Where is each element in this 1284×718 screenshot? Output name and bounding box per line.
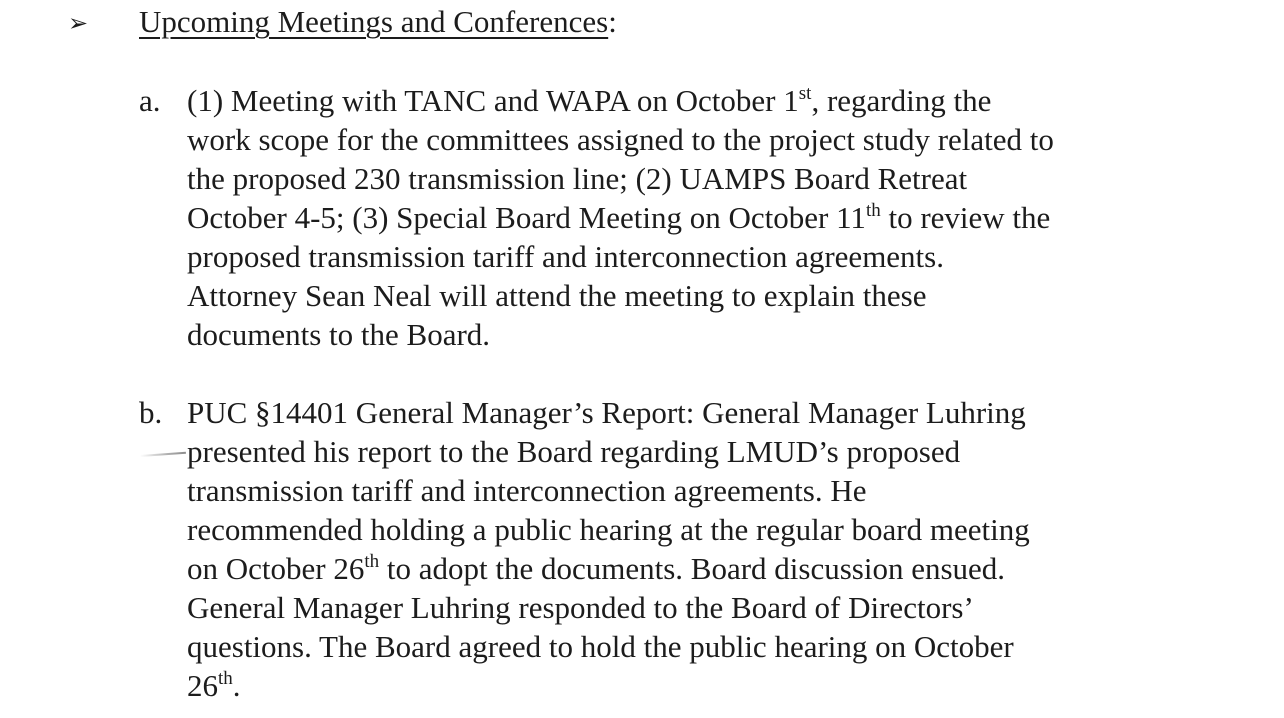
- text-line: PUC §14401 General Manager’s Report: General Manager Luhring: [187, 395, 1026, 430]
- ordinal-suffix: th: [218, 668, 233, 689]
- text-run: October 4-5; (3) Special Board Meeting on October 11: [187, 200, 866, 235]
- text-run: .: [232, 668, 241, 703]
- text-run: , regarding the: [811, 83, 992, 118]
- text-line: [187, 81, 1267, 120]
- section-heading: [0, 2, 1284, 46]
- text-run: to adopt the documents. Board discussion ensued.: [379, 551, 1006, 586]
- ordinal-suffix: st: [798, 83, 812, 104]
- section-heading-colon: :: [608, 4, 617, 39]
- section-heading-text: Upcoming Meetings and Conferences: [139, 4, 609, 39]
- text-line: [187, 549, 1267, 588]
- list-item-text: [187, 393, 1267, 705]
- text-line: [187, 198, 1267, 237]
- ordinal-suffix: th: [364, 551, 380, 572]
- text-line: [187, 666, 1267, 705]
- text-run: on October 26: [187, 551, 365, 586]
- text-line: work scope for the committees assigned to the project study related to: [187, 122, 1054, 157]
- text-line: the proposed 230 transmission line; (2) UAMPS Board Retreat: [187, 161, 968, 196]
- text-line: presented his report to the Board regarding LMUD’s proposed: [187, 434, 961, 469]
- text-line: proposed transmission tariff and interconnection agreements.: [187, 239, 944, 274]
- text-run: to review the: [880, 200, 1051, 235]
- pen-stroke-mark: [140, 452, 186, 457]
- list-item-marker: b.: [139, 395, 163, 430]
- text-line: recommended holding a public hearing at the regular board meeting: [187, 512, 1030, 547]
- arrow-bullet-icon: ➢: [68, 9, 89, 37]
- ordinal-suffix: th: [865, 200, 881, 221]
- text-line: questions. The Board agreed to hold the public hearing on October: [187, 629, 1014, 664]
- section-heading-title: [139, 2, 617, 42]
- text-line: Attorney Sean Neal will attend the meeting to explain these: [187, 278, 927, 313]
- text-line: documents to the Board.: [187, 317, 491, 352]
- text-line: transmission tariff and interconnection agreements. He: [187, 473, 867, 508]
- list-item-marker: a.: [139, 83, 161, 118]
- text-run: 26: [187, 668, 218, 703]
- list-item-text: [187, 81, 1267, 354]
- text-line: General Manager Luhring responded to the Board of Directors’: [187, 590, 974, 625]
- text-run: (1) Meeting with TANC and WAPA on October 1: [187, 83, 799, 118]
